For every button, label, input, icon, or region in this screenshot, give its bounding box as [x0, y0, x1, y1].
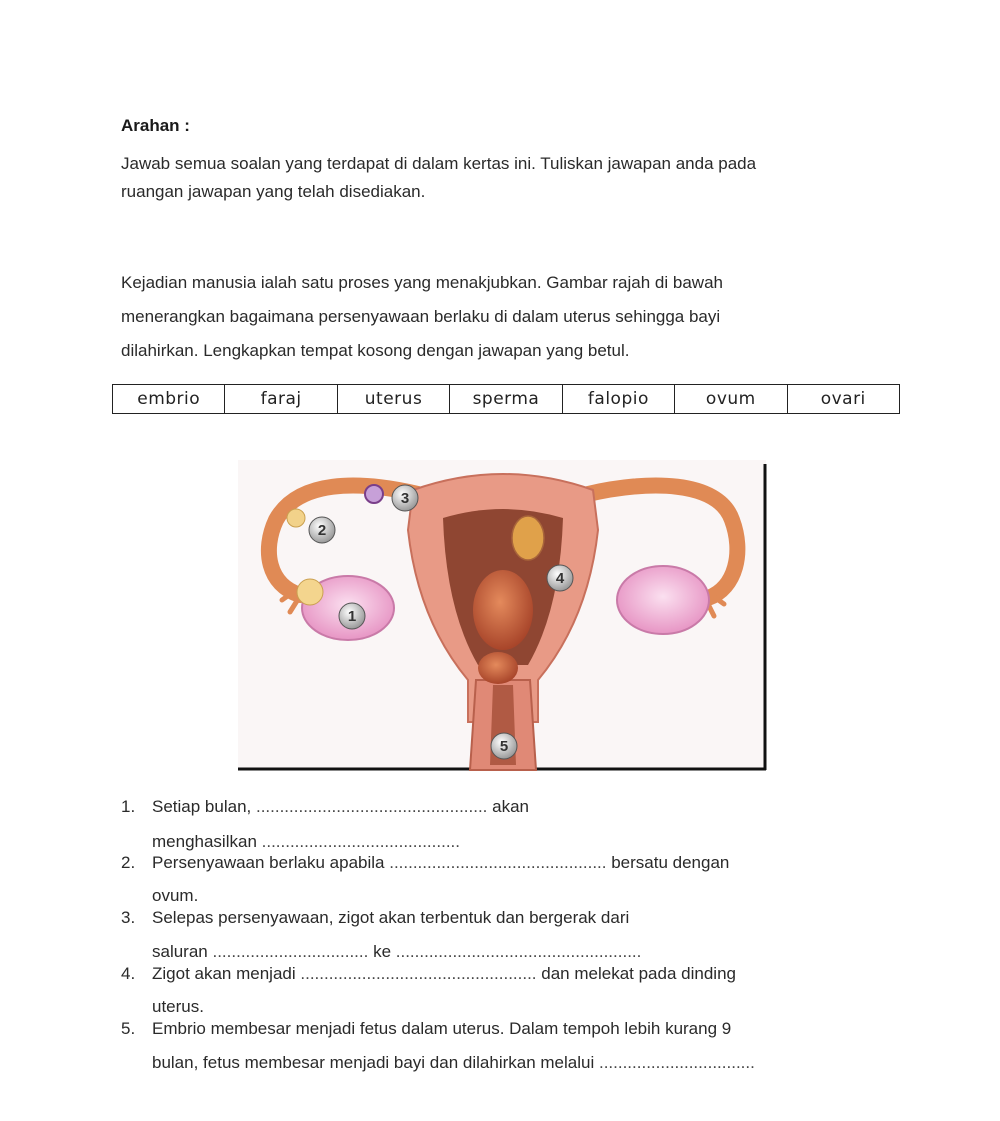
- fetus-lower: [478, 652, 518, 684]
- answer-blank[interactable]: ..........................................: [261, 832, 460, 851]
- label-2-text: 2: [317, 522, 327, 539]
- instructions-text: [121, 150, 901, 206]
- label-3-text: 3: [400, 490, 410, 507]
- zygote: [365, 485, 383, 503]
- label-1: [339, 603, 365, 629]
- question-4-line-2: uterus.: [152, 997, 204, 1016]
- question-number: 2.: [121, 853, 136, 872]
- word-bank-cell: embrio: [113, 385, 225, 413]
- word-bank-cell: faraj: [225, 385, 337, 413]
- reproductive-system-diagram: [238, 460, 768, 772]
- instructions-heading: Arahan :: [121, 116, 190, 135]
- word-bank-cell: ovari: [820, 389, 866, 409]
- word-bank-table: [112, 384, 900, 414]
- answer-blank[interactable]: ..............................................: [389, 853, 607, 872]
- question-number: 1.: [121, 797, 136, 816]
- ovum-in-tube: [287, 509, 305, 527]
- word-bank-cell: uterus: [338, 385, 450, 413]
- label-1-text: 1: [347, 608, 357, 625]
- question-1-line-2: menghasilkan ..........................................: [152, 832, 460, 851]
- label-4: [547, 565, 573, 591]
- answer-blank[interactable]: .................................: [212, 942, 369, 961]
- question-2-line-1: Persenyawaan berlaku apabila .............................................. bersatu dengan: [152, 853, 730, 872]
- label-5: [491, 733, 517, 759]
- label-5-text: 5: [499, 738, 509, 755]
- question-4-line-1: Zigot akan menjadi .................................................. dan melekat pada dinding: [152, 964, 736, 983]
- right-ovary: [617, 566, 709, 634]
- label-2: [309, 517, 335, 543]
- question-3-line-1: Selepas persenyawaan, zigot akan terbentuk dan bergerak dari: [152, 908, 630, 927]
- word-bank-cell: ovum: [675, 385, 787, 413]
- question-1-line-1: Setiap bulan, ................................................. akan: [152, 797, 529, 816]
- embryo: [512, 516, 544, 560]
- intro-line-3: dilahirkan. Lengkapkan tempat kosong dengan jawapan yang betul.: [121, 341, 630, 360]
- answer-blank[interactable]: ..................................................: [300, 964, 537, 983]
- intro-line-2: menerangkan bagaimana persenyawaan berlaku di dalam uterus sehingga bayi: [121, 307, 721, 326]
- label-4-text: 4: [555, 570, 565, 587]
- answer-blank[interactable]: .................................: [598, 1053, 755, 1072]
- question-number: 4.: [121, 964, 136, 983]
- answer-blank[interactable]: .................................................: [255, 797, 488, 816]
- word-bank-cell: sperma: [450, 385, 562, 413]
- label-3: [392, 485, 418, 511]
- question-3-line-2: saluran ................................. ke ....................................................: [152, 942, 642, 961]
- question-2-line-2: ovum.: [152, 886, 199, 905]
- ovum-released: [297, 579, 323, 605]
- question-5-line-1: Embrio membesar menjadi fetus dalam uterus. Dalam tempoh lebih kurang 9: [152, 1019, 732, 1038]
- question-number: 5.: [121, 1019, 136, 1038]
- instructions-line-2: ruangan jawapan yang telah disediakan.: [121, 182, 426, 201]
- fetus: [473, 570, 533, 650]
- intro-text: [121, 266, 901, 368]
- intro-line-1: Kejadian manusia ialah satu proses yang menakjubkan. Gambar rajah di bawah: [121, 273, 723, 292]
- answer-blank[interactable]: ....................................................: [395, 942, 642, 961]
- question-number: 3.: [121, 908, 136, 927]
- question-5-line-2: bulan, fetus membesar menjadi bayi dan dilahirkan melalui .................................: [152, 1053, 755, 1072]
- word-bank-cell: falopio: [563, 385, 675, 413]
- instructions-line-1: Jawab semua soalan yang terdapat di dalam kertas ini. Tuliskan jawapan anda pada: [121, 154, 757, 173]
